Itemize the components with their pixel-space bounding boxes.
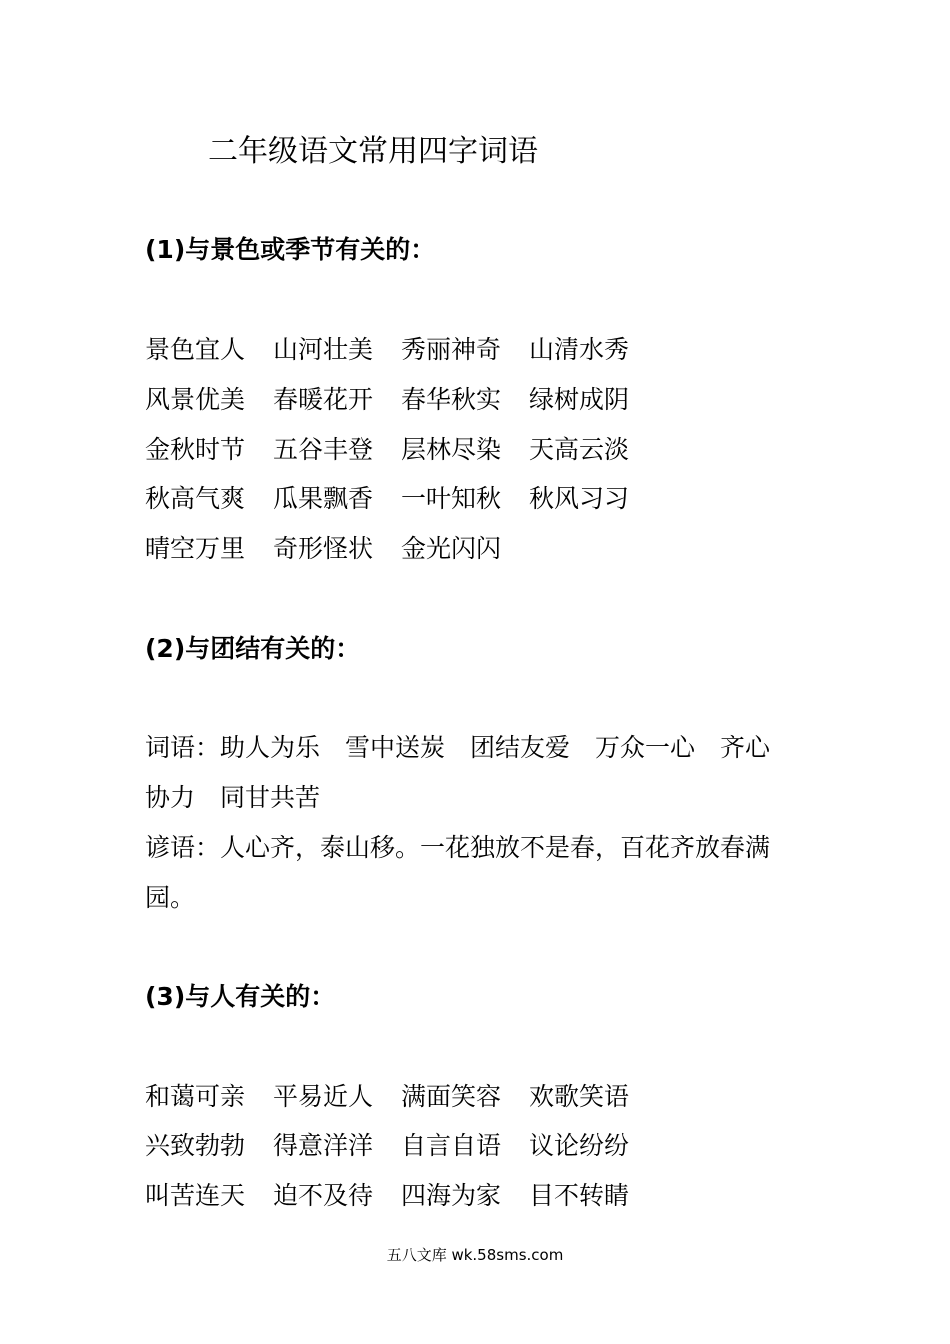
word-row <box>145 432 657 468</box>
word-row <box>145 1178 657 1214</box>
section-heading-unity: (2)与团结有关的： <box>145 634 361 663</box>
word-row <box>145 332 657 368</box>
word-row <box>145 531 529 567</box>
word-row <box>145 1128 657 1164</box>
word-item: 金秋时节 <box>145 435 246 464</box>
word-row <box>145 481 657 517</box>
word-item: 春华秋实 <box>401 385 502 414</box>
word-item: 景色宜人 <box>145 335 246 364</box>
word-item: 绿树成阴 <box>529 385 630 414</box>
word-item: 春暖花开 <box>273 385 374 414</box>
word-item: 晴空万里 <box>145 534 246 563</box>
page-title: 二年级语文常用四字词语 <box>208 134 538 169</box>
word-item: 满面笑容 <box>401 1082 502 1111</box>
text-line: 谚语：人心齐，泰山移。一花独放不是春，百花齐放春满 <box>145 833 771 862</box>
word-item: 山清水秀 <box>529 335 630 364</box>
word-item: 议论纷纷 <box>529 1131 630 1160</box>
word-item: 奇形怪状 <box>273 534 374 563</box>
word-item: 瓜果飘香 <box>273 484 374 513</box>
text-line: 园。 <box>145 883 196 912</box>
word-item: 得意洋洋 <box>273 1131 374 1160</box>
word-item: 自言自语 <box>401 1131 502 1160</box>
word-item: 目不转睛 <box>529 1181 630 1210</box>
word-item: 金光闪闪 <box>401 534 502 563</box>
text-line: 词语：助人为乐 雪中送炭 团结友爱 万众一心 齐心 <box>145 733 771 762</box>
word-item: 天高云淡 <box>529 435 630 464</box>
word-item: 和蔼可亲 <box>145 1082 246 1111</box>
word-item: 秀丽神奇 <box>401 335 502 364</box>
word-row <box>145 1079 657 1115</box>
word-item: 四海为家 <box>401 1181 502 1210</box>
word-item: 风景优美 <box>145 385 246 414</box>
word-item: 兴致勃勃 <box>145 1131 246 1160</box>
section-heading-people: (3)与人有关的： <box>145 982 336 1011</box>
word-item: 欢歌笑语 <box>529 1082 630 1111</box>
text-line: 协力 同甘共苦 <box>145 783 321 812</box>
word-item: 秋高气爽 <box>145 484 246 513</box>
word-item: 平易近人 <box>273 1082 374 1111</box>
word-item: 叫苦连天 <box>145 1181 246 1210</box>
word-item: 一叶知秋 <box>401 484 502 513</box>
word-item: 层林尽染 <box>401 435 502 464</box>
footer-watermark: 五八文库 wk.58sms.com <box>386 1246 564 1264</box>
word-item: 迫不及待 <box>273 1181 374 1210</box>
word-item: 山河壮美 <box>273 335 374 364</box>
word-item: 五谷丰登 <box>273 435 374 464</box>
word-item: 秋风习习 <box>529 484 630 513</box>
word-row <box>145 382 657 418</box>
section-heading-scenery: (1)与景色或季节有关的： <box>145 235 436 264</box>
